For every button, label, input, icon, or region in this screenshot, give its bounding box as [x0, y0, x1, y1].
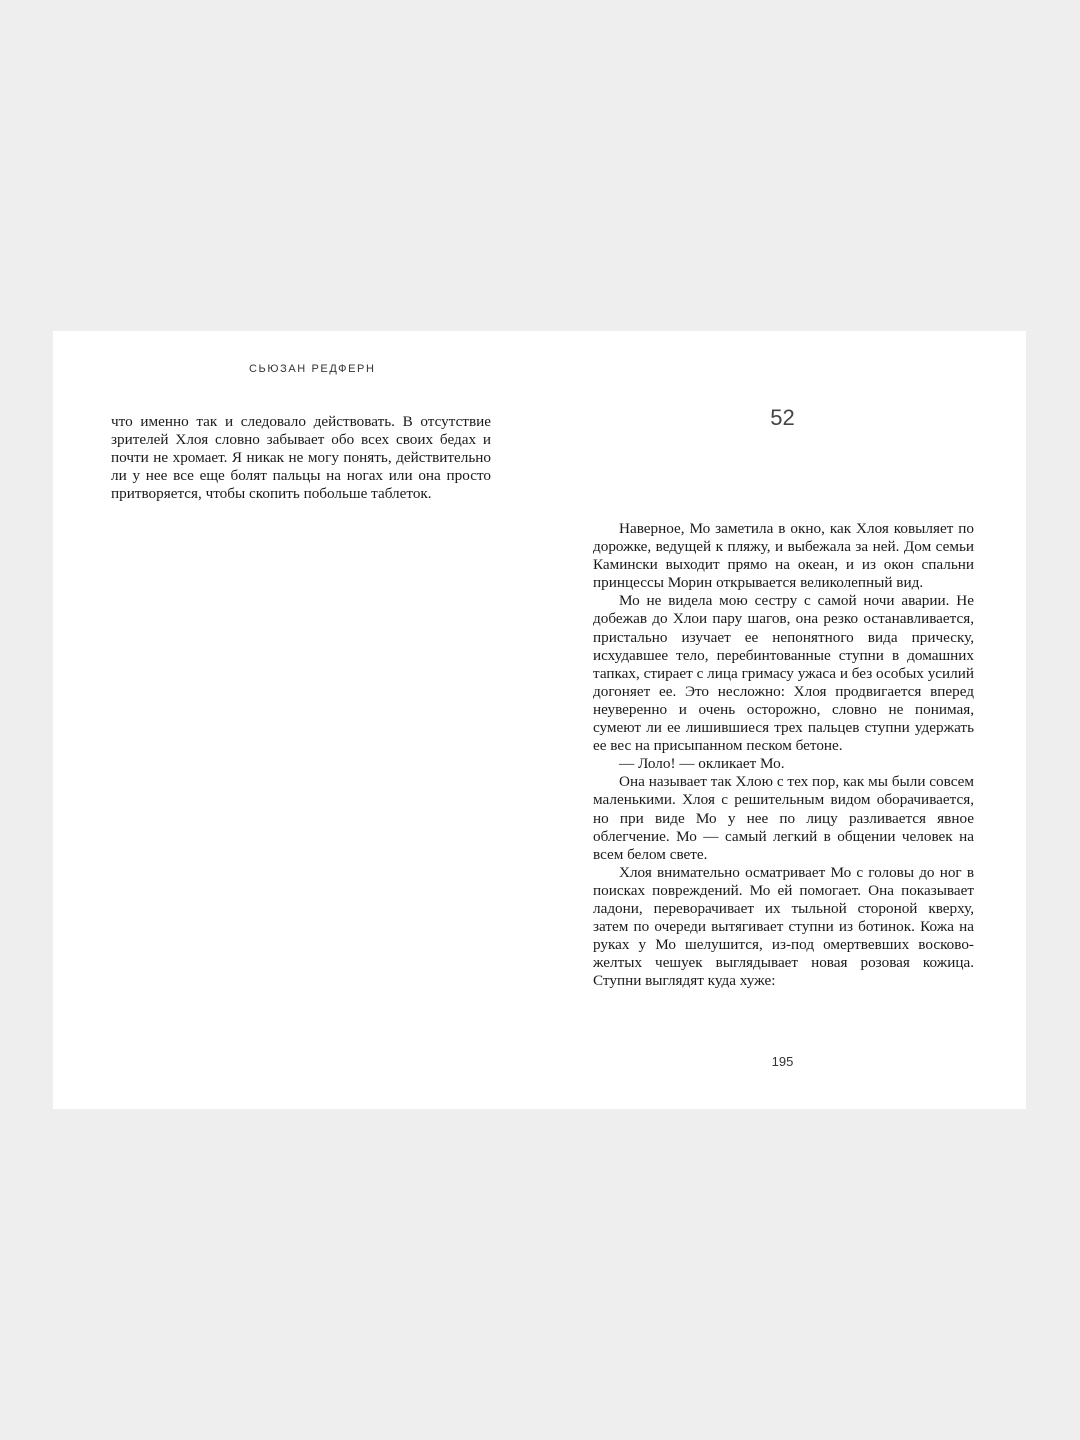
right-paragraph: Она называет так Хлою с тех пор, как мы были совсем маленькими. Хлоя с решительным видом оборачивается, но при виде Мо у нее по лицу разливается явное облегчение. Мо — самый легкий в общении человек на всем белом свете.: [593, 773, 974, 863]
page-number: 195: [771, 1054, 794, 1069]
book-spread: [53, 331, 1026, 1109]
running-head-author: СЬЮЗАН РЕДФЕРН: [249, 363, 376, 375]
left-paragraph: что именно так и следовало действовать. В отсутствие зрителей Хлоя словно забывает обо всех своих бедах и почти не хромает. Я никак не могу понять, действительно ли у нее все еще болят пальцы на ногах или она просто притворяется, чтобы скопить побольше таблеток.: [111, 413, 491, 503]
right-page: [539, 331, 1026, 1109]
chapter-number: 52: [770, 405, 795, 430]
left-page: [53, 331, 539, 1109]
right-page-body: [593, 520, 974, 990]
right-paragraph: Наверное, Мо заметила в окно, как Хлоя ковыляет по дорожке, ведущей к пляжу, и выбежала за ней. Дом семьи Камински выходит прямо на океан, и из окон спальни принцессы Морин открывается великолепный вид.: [593, 520, 974, 592]
right-paragraph: Мо не видела мою сестру с самой ночи аварии. Не добежав до Хлои пару шагов, она резко останавливается, пристально изучает ее непонятного вида прическу, исхудавшее тело, перебинтованные ступни в домашних тапках, стирает с лица гримасу ужаса и без особых усилий догоняет ее. Это несложно: Хлоя продвигается вперед неуверенно и очень осторожно, словно не понимая, сумеют ли ее лишившиеся трех пальцев ступни удержать ее вес на присыпанном песком бетоне.: [593, 592, 974, 755]
right-paragraph: — Лоло! — окликает Мо.: [619, 755, 785, 773]
left-page-body: [111, 413, 491, 503]
right-paragraph: Хлоя внимательно осматривает Мо с головы до ног в поисках повреждений. Мо ей помогает. Она показывает ладони, переворачивает их тыльной стороной кверху, затем по очереди вытягивает ступни из ботинок. Кожа на руках у Мо шелушится, из-под омертвевших восково-желтых чешуек выглядывает новая розовая кожица. Ступни выглядят куда хуже:: [593, 863, 974, 990]
